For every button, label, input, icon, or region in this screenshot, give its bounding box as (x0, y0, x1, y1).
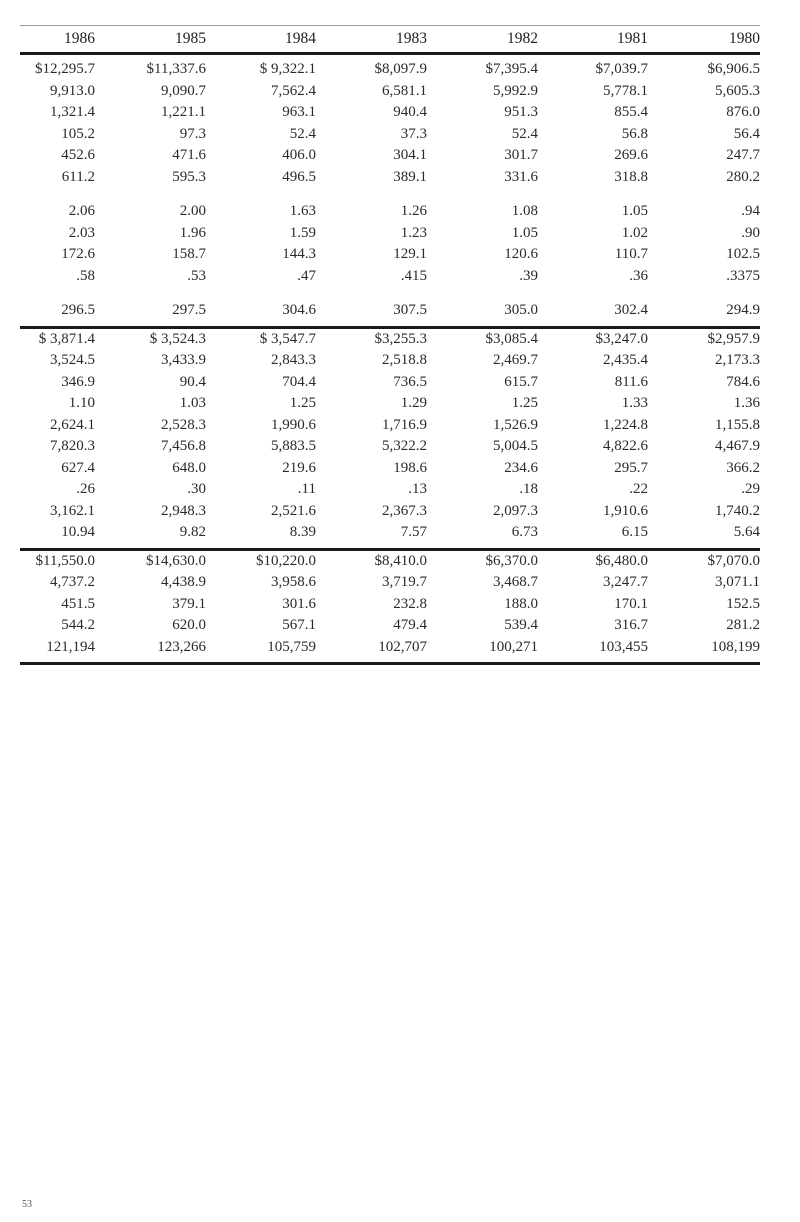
table-cell: 219.6 (282, 459, 316, 476)
table-cell: .29 (741, 481, 760, 497)
table-cell: 784.6 (726, 373, 760, 390)
table-cell: 2,948.3 (161, 502, 206, 519)
table-cell: 1.25 (511, 395, 538, 411)
table-cell: 10.94 (61, 524, 95, 540)
table-row (20, 436, 760, 458)
table-cell: 90.4 (179, 373, 206, 390)
table-cell: 1,155.8 (715, 416, 760, 433)
table-cell: 3,719.7 (382, 574, 427, 590)
table-cell: 307.5 (393, 302, 427, 318)
table-cell: $11,337.6 (146, 61, 206, 77)
table-cell: 5,605.3 (715, 82, 760, 99)
table-cell: 37.3 (400, 125, 427, 142)
table-cell: 451.5 (61, 595, 95, 612)
table-cell: 105,759 (267, 638, 316, 655)
table-cell: 188.0 (504, 595, 538, 612)
table-cell: 346.9 (61, 373, 95, 390)
table-cell: 296.5 (61, 302, 95, 318)
table-cell: .30 (187, 481, 206, 497)
table-cell: 121,194 (46, 638, 95, 655)
table-cell: 963.1 (282, 104, 316, 120)
table-cell: 452.6 (61, 147, 95, 163)
financial-summary-table (20, 26, 760, 665)
table-cell: 567.1 (282, 617, 316, 633)
table-cell: 302.4 (614, 302, 648, 318)
table-cell: 4,737.2 (50, 574, 95, 590)
year-header-row (20, 26, 760, 52)
table-cell: $14,630.0 (146, 552, 206, 569)
table-cell: .94 (741, 203, 760, 219)
table-cell: $3,085.4 (485, 330, 538, 347)
table-cell: 5,322.2 (382, 438, 427, 454)
table-cell: 3,958.6 (271, 574, 316, 590)
table-cell: 110.7 (614, 246, 648, 262)
table-cell: 297.5 (172, 302, 206, 318)
table-cell: $11,550.0 (35, 552, 95, 569)
table-row (20, 329, 760, 351)
table-cell: 2,518.8 (382, 352, 427, 368)
table-cell: .58 (76, 267, 95, 284)
table-row (20, 594, 760, 616)
table-row (20, 522, 760, 544)
table-cell: .26 (76, 481, 95, 497)
table-row (20, 300, 760, 322)
table-row (20, 458, 760, 480)
table-cell: .3375 (726, 267, 760, 284)
table-cell: 103,455 (599, 638, 648, 655)
table-row (20, 350, 760, 372)
table-cell: $ 3,547.7 (259, 330, 316, 347)
table-row (20, 102, 760, 124)
table-cell: $8,097.9 (374, 61, 427, 77)
table-cell: 5.64 (733, 524, 760, 540)
table-cell: $7,070.0 (707, 552, 760, 569)
table-cell: 539.4 (504, 617, 538, 633)
table-cell: 281.2 (726, 617, 760, 633)
table-cell: 129.1 (393, 246, 427, 262)
table-cell: 5,992.9 (493, 82, 538, 99)
table-cell: 52.4 (289, 125, 316, 142)
table-cell: 544.2 (61, 617, 95, 633)
table-cell: 7,562.4 (271, 82, 316, 99)
table-cell: 295.7 (614, 459, 648, 476)
table-cell: 1.96 (179, 224, 206, 241)
table-row (20, 615, 760, 637)
table-cell: 3,468.7 (493, 574, 538, 590)
table-cell: $6,906.5 (707, 61, 760, 77)
table-cell: 1.10 (68, 395, 95, 411)
table-cell: 3,071.1 (715, 574, 760, 590)
table-cell: 305.0 (504, 302, 538, 318)
table-cell: 7,820.3 (50, 438, 95, 454)
table-cell: 1.05 (621, 203, 648, 219)
table-cell: 269.6 (614, 147, 648, 163)
table-cell: 1.26 (400, 203, 427, 219)
table-cell: 100,271 (489, 638, 538, 655)
table-cell: 471.6 (172, 147, 206, 163)
table-cell: 1.02 (621, 224, 648, 241)
table-cell: $ 3,524.3 (149, 330, 206, 347)
table-cell: .53 (187, 267, 206, 284)
table-cell: .39 (519, 267, 538, 284)
year-header: 1980 (729, 30, 760, 47)
table-cell: 1.25 (289, 395, 316, 411)
table-cell: 940.4 (393, 104, 427, 120)
group-spacer (20, 287, 760, 300)
table-cell: 1.23 (400, 224, 427, 241)
table-cell: 5,778.1 (603, 82, 648, 99)
table-cell: 123,266 (157, 638, 206, 655)
table-cell: 811.6 (614, 373, 648, 390)
table-cell: $6,480.0 (595, 552, 648, 569)
table-cell: 294.9 (726, 302, 760, 318)
table-cell: 1,224.8 (603, 416, 648, 433)
table-cell: 234.6 (504, 459, 538, 476)
table-row (20, 59, 760, 81)
year-header: 1986 (64, 30, 95, 47)
table-cell: .18 (519, 481, 538, 497)
table-row (20, 167, 760, 189)
table-cell: 56.8 (621, 125, 648, 142)
table-row (20, 201, 760, 223)
table-cell: $ 9,322.1 (259, 61, 316, 77)
page-number: 53 (22, 1199, 32, 1210)
table-cell: .90 (741, 224, 760, 241)
table-cell: 1.33 (621, 395, 648, 411)
table-cell: 318.8 (614, 168, 648, 185)
table-cell: 876.0 (726, 104, 760, 120)
table-cell: .415 (400, 267, 427, 284)
section-rule (20, 662, 760, 665)
table-cell: 1.29 (400, 395, 427, 411)
table-cell: 7,456.8 (161, 438, 206, 454)
table-cell: 4,438.9 (161, 574, 206, 590)
table-cell: $3,247.0 (595, 330, 648, 347)
table-cell: 3,433.9 (161, 352, 206, 368)
table-cell: .36 (629, 267, 648, 284)
table-cell: 5,004.5 (493, 438, 538, 454)
table-cell: 2.03 (68, 224, 95, 241)
table-cell: 120.6 (504, 246, 538, 262)
table-cell: 3,524.5 (50, 352, 95, 368)
table-row (20, 145, 760, 167)
table-cell: 379.1 (172, 595, 206, 612)
table-cell: 1.05 (511, 224, 538, 241)
table-cell: 479.4 (393, 617, 427, 633)
table-cell: 9,090.7 (161, 82, 206, 99)
table-cell: 3,247.7 (603, 574, 648, 590)
table-cell: 406.0 (282, 147, 316, 163)
table-cell: 7.57 (400, 524, 427, 540)
table-cell: 2,843.3 (271, 352, 316, 368)
table-cell: 704.4 (282, 373, 316, 390)
table-cell: 648.0 (172, 459, 206, 476)
table-cell: .11 (297, 481, 316, 497)
table-cell: $6,370.0 (485, 552, 538, 569)
table-cell: .22 (629, 481, 648, 497)
table-cell: 108,199 (711, 638, 760, 655)
table-row (20, 393, 760, 415)
table-cell: $8,410.0 (374, 552, 427, 569)
table-cell: 105.2 (61, 125, 95, 142)
table-cell: $7,395.4 (485, 61, 538, 77)
table-cell: 304.1 (393, 147, 427, 163)
table-cell: 304.6 (282, 302, 316, 318)
table-cell: 2,624.1 (50, 416, 95, 433)
table-cell: 1,910.6 (603, 502, 648, 519)
year-header: 1981 (617, 30, 648, 47)
table-cell: 627.4 (61, 459, 95, 476)
table-cell: 6,581.1 (382, 82, 427, 99)
table-row (20, 372, 760, 394)
table-cell: 102,707 (378, 638, 427, 655)
table-cell: $7,039.7 (595, 61, 648, 77)
table-cell: 170.1 (614, 595, 648, 612)
table-row (20, 572, 760, 594)
table-cell: 2,528.3 (161, 416, 206, 433)
table-cell: 2,435.4 (603, 352, 648, 368)
table-cell: 52.4 (511, 125, 538, 142)
table-cell: 1.08 (511, 203, 538, 219)
table-cell: 366.2 (726, 459, 760, 476)
table-cell: 1.63 (289, 203, 316, 219)
table-cell: 1,990.6 (271, 416, 316, 433)
table-cell: 855.4 (614, 104, 648, 120)
table-cell: 56.4 (733, 125, 760, 142)
table-cell: 2,173.3 (715, 352, 760, 368)
year-header: 1983 (396, 30, 427, 47)
table-row (20, 223, 760, 245)
table-cell: 301.7 (504, 147, 538, 163)
table-cell: 198.6 (393, 459, 427, 476)
table-cell: 97.3 (179, 125, 206, 142)
table-row (20, 479, 760, 501)
table-cell: 1,321.4 (50, 104, 95, 120)
table-cell: 1,221.1 (161, 104, 206, 120)
table-cell: $10,220.0 (256, 552, 316, 569)
table-cell: 172.6 (61, 246, 95, 262)
table-cell: 2,469.7 (493, 352, 538, 368)
table-cell: 611.2 (61, 168, 95, 185)
table-row (20, 244, 760, 266)
table-cell: 2,521.6 (271, 502, 316, 519)
table-cell: 2,097.3 (493, 502, 538, 519)
table-cell: 1,716.9 (382, 416, 427, 433)
table-cell: 389.1 (393, 168, 427, 185)
financial-summary-table-wrapper (20, 25, 760, 665)
table-cell: 232.8 (393, 595, 427, 612)
table-cell: 301.6 (282, 595, 316, 612)
table-cell: 2.06 (68, 203, 95, 219)
table-cell: 736.5 (393, 373, 427, 390)
table-cell: 144.3 (282, 246, 316, 262)
table-cell: 496.5 (282, 168, 316, 185)
table-cell: 615.7 (504, 373, 538, 390)
table-cell: .13 (408, 481, 427, 497)
table-cell: 4,467.9 (715, 438, 760, 454)
table-cell: 280.2 (726, 168, 760, 185)
table-cell: 9,913.0 (50, 82, 95, 99)
table-cell: 6.73 (511, 524, 538, 540)
table-cell: 1,740.2 (715, 502, 760, 519)
table-row (20, 415, 760, 437)
table-cell: 316.7 (614, 617, 648, 633)
table-cell: 247.7 (726, 147, 760, 163)
group-spacer (20, 188, 760, 201)
table-row (20, 637, 760, 659)
table-cell: 158.7 (172, 246, 206, 262)
table-row (20, 81, 760, 103)
table-cell: $12,295.7 (35, 61, 95, 77)
table-cell: $ 3,871.4 (38, 330, 95, 347)
table-cell: 620.0 (172, 617, 206, 633)
table-cell: .47 (297, 267, 316, 284)
table-cell: 3,162.1 (50, 502, 95, 519)
table-cell: 102.5 (726, 246, 760, 262)
table-cell: $2,957.9 (707, 330, 760, 347)
table-row (20, 551, 760, 573)
table-cell: 1.36 (733, 395, 760, 411)
table-row (20, 501, 760, 523)
year-header: 1984 (285, 30, 316, 47)
table-cell: 6.15 (621, 524, 648, 540)
table-cell: 2,367.3 (382, 502, 427, 519)
table-cell: 152.5 (726, 595, 760, 612)
table-cell: 595.3 (172, 168, 206, 185)
table-cell: 951.3 (504, 104, 538, 120)
table-cell: 4,822.6 (603, 438, 648, 454)
table-cell: 1.03 (179, 395, 206, 411)
table-row (20, 124, 760, 146)
table-cell: 5,883.5 (271, 438, 316, 454)
table-cell: $3,255.3 (374, 330, 427, 347)
year-header: 1985 (175, 30, 206, 47)
table-cell: 1.59 (289, 224, 316, 241)
year-header: 1982 (507, 30, 538, 47)
table-cell: 1,526.9 (493, 416, 538, 433)
table-cell: 2.00 (179, 203, 206, 219)
table-row (20, 266, 760, 288)
table-cell: 8.39 (289, 524, 316, 540)
table-cell: 331.6 (504, 168, 538, 185)
table-cell: 9.82 (179, 524, 206, 540)
